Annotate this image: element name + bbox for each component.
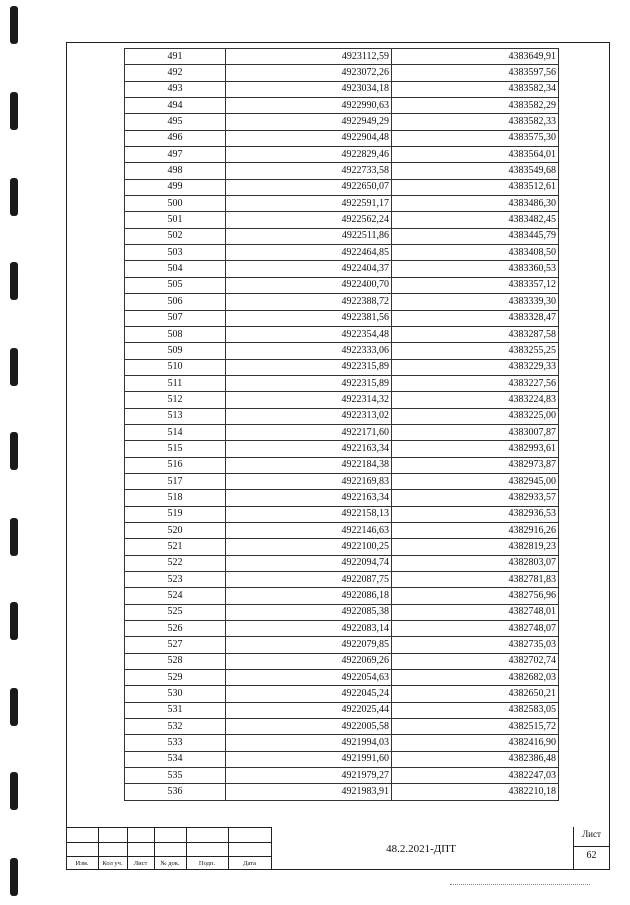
coordinate-x: 4922025,44 xyxy=(226,702,392,718)
binding-hole xyxy=(10,262,18,300)
point-number: 491 xyxy=(125,49,226,65)
binding-hole xyxy=(10,858,18,896)
coordinate-y: 4383564,01 xyxy=(392,147,559,163)
coordinate-x: 4923112,59 xyxy=(226,49,392,65)
coordinate-y: 4383339,30 xyxy=(392,294,559,310)
table-row xyxy=(125,784,559,800)
coordinate-x: 4922158,13 xyxy=(226,506,392,522)
document-code: 48.2.2021-ДПТ xyxy=(386,843,456,855)
coordinate-y: 4383582,34 xyxy=(392,81,559,97)
point-number: 531 xyxy=(125,702,226,718)
table-row xyxy=(125,768,559,784)
binding-hole xyxy=(10,178,18,216)
coordinate-y: 4383582,33 xyxy=(392,114,559,130)
coordinate-x: 4922562,24 xyxy=(226,212,392,228)
coordinate-x: 4922333,06 xyxy=(226,343,392,359)
coordinate-x: 4922650,07 xyxy=(226,179,392,195)
table-row xyxy=(125,49,559,65)
coordinate-y: 4383360,53 xyxy=(392,261,559,277)
table-row xyxy=(125,375,559,391)
table-row xyxy=(125,490,559,506)
coordinate-x: 4921979,27 xyxy=(226,768,392,784)
coordinate-x: 4923072,26 xyxy=(226,65,392,81)
coordinate-x: 4922990,63 xyxy=(226,98,392,114)
coordinate-y: 4383486,30 xyxy=(392,196,559,212)
table-row xyxy=(125,637,559,653)
coordinate-x: 4922904,48 xyxy=(226,130,392,146)
point-number: 519 xyxy=(125,506,226,522)
point-number: 520 xyxy=(125,522,226,538)
table-row xyxy=(125,212,559,228)
coordinate-y: 4382945,00 xyxy=(392,473,559,489)
point-number: 525 xyxy=(125,604,226,620)
binding-hole xyxy=(10,432,18,470)
coordinate-y: 4382247,03 xyxy=(392,768,559,784)
point-number: 536 xyxy=(125,784,226,800)
coordinate-y: 4382993,61 xyxy=(392,441,559,457)
coordinate-x: 4922404,37 xyxy=(226,261,392,277)
coordinate-x: 4922314,32 xyxy=(226,392,392,408)
point-number: 533 xyxy=(125,735,226,751)
coordinate-y: 4382756,96 xyxy=(392,588,559,604)
coordinate-y: 4382781,83 xyxy=(392,572,559,588)
coordinate-x: 4922400,70 xyxy=(226,277,392,293)
table-row xyxy=(125,555,559,571)
coordinate-y: 4383229,33 xyxy=(392,359,559,375)
point-number: 535 xyxy=(125,768,226,784)
coordinate-x: 4921991,60 xyxy=(226,751,392,767)
point-number: 514 xyxy=(125,424,226,440)
coordinate-x: 4922829,46 xyxy=(226,147,392,163)
point-number: 526 xyxy=(125,621,226,637)
coordinate-y: 4382973,87 xyxy=(392,457,559,473)
table-row xyxy=(125,81,559,97)
point-number: 506 xyxy=(125,294,226,310)
coordinate-y: 4383649,91 xyxy=(392,49,559,65)
table-row xyxy=(125,588,559,604)
point-number: 505 xyxy=(125,277,226,293)
coordinate-y: 4382735,03 xyxy=(392,637,559,653)
point-number: 496 xyxy=(125,130,226,146)
table-row xyxy=(125,670,559,686)
table-row xyxy=(125,572,559,588)
coordinate-x: 4922949,29 xyxy=(226,114,392,130)
table-row xyxy=(125,245,559,261)
point-number: 518 xyxy=(125,490,226,506)
table-row xyxy=(125,751,559,767)
point-number: 516 xyxy=(125,457,226,473)
point-number: 495 xyxy=(125,114,226,130)
stamp-col-doc-no: № док. xyxy=(160,860,180,867)
table-row xyxy=(125,506,559,522)
coordinate-y: 4383357,12 xyxy=(392,277,559,293)
sheet-label: Лист xyxy=(582,829,601,839)
point-number: 501 xyxy=(125,212,226,228)
point-number: 512 xyxy=(125,392,226,408)
point-number: 499 xyxy=(125,179,226,195)
point-number: 507 xyxy=(125,310,226,326)
table-row xyxy=(125,179,559,195)
point-number: 515 xyxy=(125,441,226,457)
coordinate-x: 4921994,03 xyxy=(226,735,392,751)
coordinate-x: 4922464,85 xyxy=(226,245,392,261)
point-number: 500 xyxy=(125,196,226,212)
point-number: 530 xyxy=(125,686,226,702)
point-number: 504 xyxy=(125,261,226,277)
coordinate-y: 4383549,68 xyxy=(392,163,559,179)
point-number: 503 xyxy=(125,245,226,261)
stamp-col-list: Лист xyxy=(133,860,148,867)
coordinate-y: 4383328,47 xyxy=(392,310,559,326)
binding-hole xyxy=(10,92,18,130)
coordinate-y: 4383575,30 xyxy=(392,130,559,146)
coordinate-x: 4922094,74 xyxy=(226,555,392,571)
point-number: 532 xyxy=(125,719,226,735)
coordinate-x: 4921983,91 xyxy=(226,784,392,800)
point-number: 521 xyxy=(125,539,226,555)
coordinate-x: 4922184,38 xyxy=(226,457,392,473)
table-row xyxy=(125,65,559,81)
coordinate-y: 4382416,90 xyxy=(392,735,559,751)
point-number: 527 xyxy=(125,637,226,653)
coordinate-y: 4383482,45 xyxy=(392,212,559,228)
table-row xyxy=(125,702,559,718)
coordinate-y: 4383582,29 xyxy=(392,98,559,114)
coordinate-x: 4922315,89 xyxy=(226,375,392,391)
coordinate-y: 4383227,56 xyxy=(392,375,559,391)
coordinate-x: 4922163,34 xyxy=(226,441,392,457)
table-row xyxy=(125,735,559,751)
stamp-col-data: Дата xyxy=(243,860,256,867)
coordinate-y: 4383287,58 xyxy=(392,326,559,342)
binding-hole xyxy=(10,772,18,810)
table-row xyxy=(125,130,559,146)
coordinate-y: 4383007,87 xyxy=(392,424,559,440)
point-number: 510 xyxy=(125,359,226,375)
table-row xyxy=(125,343,559,359)
coordinate-x: 4922591,17 xyxy=(226,196,392,212)
coordinate-y: 4383224,83 xyxy=(392,392,559,408)
coordinate-y: 4383408,50 xyxy=(392,245,559,261)
table-row xyxy=(125,359,559,375)
coordinate-x: 4922733,58 xyxy=(226,163,392,179)
coordinate-x: 4922163,34 xyxy=(226,490,392,506)
table-row xyxy=(125,392,559,408)
table-row xyxy=(125,686,559,702)
point-number: 529 xyxy=(125,670,226,686)
coordinate-y: 4382916,26 xyxy=(392,522,559,538)
coordinate-x: 4922085,38 xyxy=(226,604,392,620)
coordinate-x: 4922005,58 xyxy=(226,719,392,735)
coordinate-y: 4382803,07 xyxy=(392,555,559,571)
table-row xyxy=(125,621,559,637)
table-row xyxy=(125,408,559,424)
point-number: 528 xyxy=(125,653,226,669)
coordinate-y: 4382650,21 xyxy=(392,686,559,702)
coordinate-y: 4382583,05 xyxy=(392,702,559,718)
coordinate-x: 4922354,48 xyxy=(226,326,392,342)
table-row xyxy=(125,326,559,342)
point-number: 517 xyxy=(125,473,226,489)
coordinate-y: 4382748,07 xyxy=(392,621,559,637)
table-row xyxy=(125,719,559,735)
table-row xyxy=(125,441,559,457)
coordinate-y: 4382936,53 xyxy=(392,506,559,522)
coordinate-y: 4382748,01 xyxy=(392,604,559,620)
table-row xyxy=(125,294,559,310)
table-row xyxy=(125,147,559,163)
table-row xyxy=(125,522,559,538)
point-number: 524 xyxy=(125,588,226,604)
point-number: 508 xyxy=(125,326,226,342)
coordinate-y: 4382210,18 xyxy=(392,784,559,800)
table-row xyxy=(125,261,559,277)
binding-holes xyxy=(6,0,22,905)
point-number: 522 xyxy=(125,555,226,571)
binding-hole xyxy=(10,6,18,44)
point-number: 493 xyxy=(125,81,226,97)
point-number: 497 xyxy=(125,147,226,163)
table-row xyxy=(125,114,559,130)
coordinate-x: 4922087,75 xyxy=(226,572,392,588)
point-number: 502 xyxy=(125,228,226,244)
stamp-col-podp: Подп. xyxy=(198,860,216,867)
coordinate-x: 4922079,85 xyxy=(226,637,392,653)
coordinate-x: 4922388,72 xyxy=(226,294,392,310)
coordinate-x: 4922313,02 xyxy=(226,408,392,424)
coordinate-x: 4922511,86 xyxy=(226,228,392,244)
table-row xyxy=(125,228,559,244)
table-row xyxy=(125,310,559,326)
stamp-col-izm: Изм. xyxy=(75,860,89,867)
coordinate-y: 4382702,74 xyxy=(392,653,559,669)
point-number: 511 xyxy=(125,375,226,391)
coordinate-x: 4922045,24 xyxy=(226,686,392,702)
point-number: 494 xyxy=(125,98,226,114)
coordinate-y: 4382515,72 xyxy=(392,719,559,735)
coordinate-y: 4382819,23 xyxy=(392,539,559,555)
coordinate-x: 4922171,60 xyxy=(226,424,392,440)
table-row xyxy=(125,196,559,212)
coordinate-y: 4383225,00 xyxy=(392,408,559,424)
stamp-col-kol-uch: Кол уч. xyxy=(102,860,123,867)
table-row xyxy=(125,424,559,440)
point-number: 509 xyxy=(125,343,226,359)
binding-hole xyxy=(10,688,18,726)
coordinate-y: 4383255,25 xyxy=(392,343,559,359)
table-row xyxy=(125,277,559,293)
table-row xyxy=(125,457,559,473)
binding-hole xyxy=(10,518,18,556)
coordinate-x: 4922169,83 xyxy=(226,473,392,489)
coordinate-y: 4382386,48 xyxy=(392,751,559,767)
title-block xyxy=(66,827,610,870)
coordinate-x: 4922069,26 xyxy=(226,653,392,669)
table-row xyxy=(125,604,559,620)
coordinate-x: 4922100,25 xyxy=(226,539,392,555)
coordinate-x: 4922086,18 xyxy=(226,588,392,604)
coordinate-x: 4923034,18 xyxy=(226,81,392,97)
coordinate-y: 4383445,79 xyxy=(392,228,559,244)
table-row xyxy=(125,163,559,179)
table-row xyxy=(125,98,559,114)
table-row xyxy=(125,473,559,489)
point-number: 492 xyxy=(125,65,226,81)
coordinate-y: 4383597,56 xyxy=(392,65,559,81)
scan-artifact xyxy=(450,884,590,885)
coordinate-x: 4922315,89 xyxy=(226,359,392,375)
coordinate-y: 4382933,57 xyxy=(392,490,559,506)
coordinate-x: 4922146,63 xyxy=(226,522,392,538)
coordinate-x: 4922083,14 xyxy=(226,621,392,637)
point-number: 513 xyxy=(125,408,226,424)
binding-hole xyxy=(10,602,18,640)
table-row xyxy=(125,539,559,555)
coordinate-y: 4382682,03 xyxy=(392,670,559,686)
point-number: 498 xyxy=(125,163,226,179)
coordinate-x: 4922054,63 xyxy=(226,670,392,686)
coordinate-y: 4383512,61 xyxy=(392,179,559,195)
binding-hole xyxy=(10,348,18,386)
point-number: 534 xyxy=(125,751,226,767)
coordinate-x: 4922381,56 xyxy=(226,310,392,326)
coordinates-table xyxy=(124,48,559,801)
table-row xyxy=(125,653,559,669)
sheet-number: 62 xyxy=(586,850,597,861)
point-number: 523 xyxy=(125,572,226,588)
